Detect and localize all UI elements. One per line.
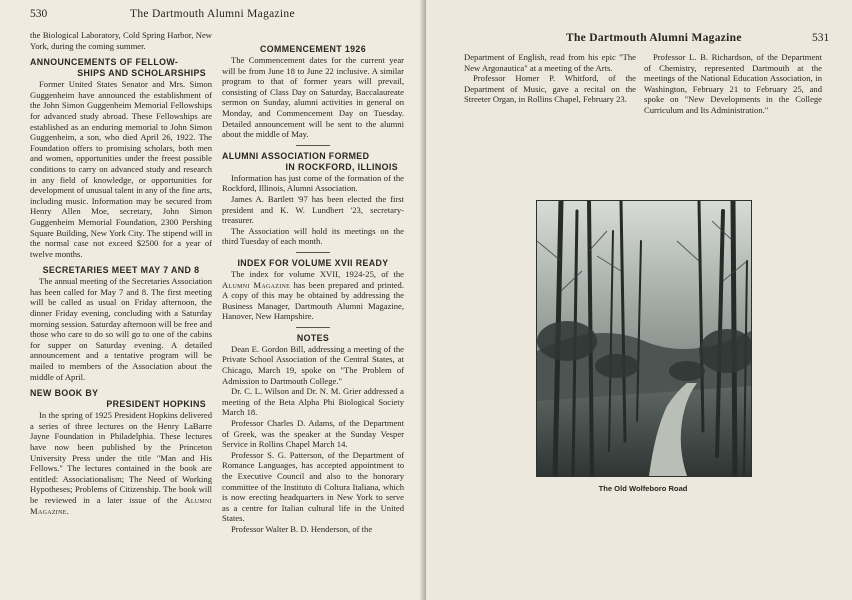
rockford-body-3: The Association will hold its meetings on the third Tuesday of each month. [222, 225, 404, 247]
note-item: Professor Walter B. D. Henderson, of the [231, 523, 373, 534]
rockford-body-1: Information has just come of the formation of the Rockford, Illinois, Alumni Association. [222, 172, 404, 194]
section-rule [296, 327, 330, 328]
index-body-a: The index for volume XVII, 1924-25, of the [231, 268, 404, 279]
left-running-head: The Dartmouth Alumni Magazine [130, 8, 295, 20]
rockford-body-2: James A. Bartlett '97 has been elected the first president and K. W. Lundbert '23, secretary-treasurer. [222, 193, 404, 226]
newbook-heading-1: NEW BOOK BY [30, 388, 99, 399]
intro-paragraph: the Biological Laboratory, Cold Spring Harbor, New York, during the coming summer. [30, 30, 212, 51]
note-item: Professor S. G. Patterson, of the Department of Romance Languages, has accepted appointment to the Executive Council and also to the honorary committee of the Instituto di Coltura Italiana, which is now erecting headquarters in New York to serve as a centre for Italian cultural life in the United States. [222, 449, 404, 524]
right-page [426, 0, 852, 600]
index-magazine-title: Alumni Magazine [222, 279, 291, 290]
commencement-body: The Commencement dates for the current year will be from June 18 to June 22 inclusive. A similar program to that of former years will prevail, consisting of Class Day on Saturday, Baccalaureate sermon on Sunday, alumni activities in general on Monday, and Commencement Day on Tuesday. Detailed announcement will be sent to the alumni about the middle of May. [222, 55, 404, 140]
secretaries-body: The annual meeting of the Secretaries Association has been called for May 7 and 8. The first meeting will be called as usual on Friday afternoon, the dinner Friday evening, concluding with a Saturday morning session. Saturday afternoon will be free and those who care to do so will go to one of the cabins for supper on Saturday evening. A detailed announcement and a tentative program will be mailed to members of the Association about the middle of April. [30, 276, 212, 382]
rockford-heading-1: ALUMNI ASSOCIATION FORMED [222, 150, 370, 161]
secretaries-heading: SECRETARIES MEET MAY 7 AND 8 [42, 265, 200, 276]
newbook-body [30, 410, 212, 516]
note-item: Dean E. Gordon Bill, addressing a meeting of the Private School Association of the Central States, at Chicago, March 19, spoke on "The Problem of Admission to Dartmouth College." [222, 343, 404, 386]
guggenheim-heading-1: ANNOUNCEMENTS OF FELLOW- [30, 57, 179, 68]
index-heading: INDEX FOR VOLUME XVII READY [237, 257, 389, 268]
photo-caption: The Old Wolfeboro Road [598, 484, 688, 493]
right-column-1 [464, 52, 636, 105]
left-column-2 [222, 44, 404, 535]
note-item: Professor Charles D. Adams, of the Department of Greek, was the speaker at the Sunday Vesper Service in Rollins Chapel March 14. [222, 418, 404, 450]
newbook-heading-2: PRESIDENT HOPKINS [106, 399, 206, 410]
left-page [0, 0, 424, 600]
right-column-2 [644, 52, 822, 116]
section-rule [296, 145, 330, 146]
note-item: Professor L. B. Richardson, of the Department of Chemistry, represented Dartmouth at the meetings of the National Education Association, in Washington, February 21 to February 25, and spoke on "New Developments in the College Curriculum and Its Administration." [644, 52, 822, 115]
newbook-magazine-title: Alumni Magazine. [30, 494, 212, 516]
right-running-head: The Dartmouth Alumni Magazine [566, 32, 742, 44]
left-page-number: 530 [30, 8, 48, 20]
newbook-body-text: In the spring of 1925 President Hopkins delivered a series of three lectures on the Henry LaBarre Jayne Foundation in Philadelphia. These lectures have now been published by the Princeton University Press under the title "Man and His Fellows." The lectures contained in the book are entitled: Associationalism; The Need of Working Hypotheses; Problems of Citizenship. The book will be reviewed in a later issue of the [30, 410, 212, 505]
commencement-heading: COMMENCEMENT 1926 [259, 44, 367, 54]
note-item: Professor Homer P. Whitford, of the Department of Music, gave a recital on the Streeter Organ, in Rollins Chapel, February 23. [464, 73, 636, 105]
forest-road-photo [536, 200, 752, 477]
guggenheim-body: Former United States Senator and Mrs. Simon Guggenheim have announced the establishment of the John Simon Guggenheim Memorial Fellowships for advanced study abroad. These Fellowships are established as an enduring memorial to John Simon Guggenheim, a son, who died April 26, 1922. The Foundation offers to promising scholars, both men and women, opportunities under the freest possible conditions to carry on advanced study and research in any field of knowledge, or opportunities for development of unusual talent in any of the fine arts, including music. Information may be secured from Henry Allen Moe, secretary, John Simon Guggenheim Memorial Foundation, 2300 Pershing Square Building, New York City. The stipend will in the normal case not exceed $2500 for a year of twelve months. [30, 79, 212, 259]
index-body-b: has been prepared and printed. A copy of this may be obtained by addressing the Business Manager, Dartmouth Alumni Magazine, Hanover, New Hampshire. [222, 279, 404, 322]
index-body [222, 269, 404, 322]
notes-heading: NOTES [296, 332, 330, 343]
note-item: Dr. C. L. Wilson and Dr. N. M. Grier addressed a meeting of the Beta Alpha Phi Biological Society March 18. [222, 386, 404, 418]
left-column-1 [30, 30, 212, 516]
right-page-number: 531 [812, 32, 830, 44]
note-item: Department of English, read from his epic "The New Argonautica" at a meeting of the Arts. [464, 52, 636, 73]
section-rule [296, 252, 330, 253]
guggenheim-heading-2: SHIPS AND SCHOLARSHIPS [77, 68, 206, 79]
forest-road-illustration [537, 201, 751, 476]
rockford-heading-2: IN ROCKFORD, ILLINOIS [285, 161, 398, 172]
